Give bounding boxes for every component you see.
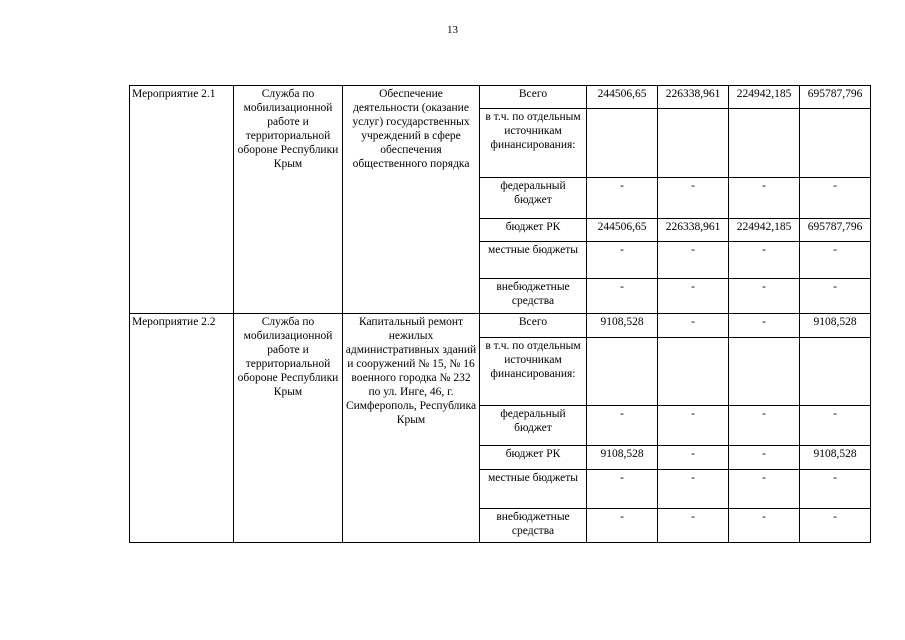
value-cell: - [587,178,658,219]
value-cell: - [800,470,871,509]
description-cell: Обеспечение деятельности (оказание услуг) государственных учреждений в сфере обеспечения общественного порядка [343,86,480,314]
source-including-label: в т.ч. по отдельным источникам финансирования: [480,338,587,406]
value-cell: - [729,470,800,509]
value-cell: - [658,314,729,338]
value-cell: 9108,528 [587,314,658,338]
value-cell: - [729,509,800,543]
value-cell [800,109,871,178]
value-cell: - [587,279,658,314]
budget-table [129,85,871,543]
source-total-label: Всего [480,86,587,109]
value-cell: - [800,178,871,219]
value-cell: - [800,406,871,446]
value-cell: - [729,279,800,314]
value-cell [729,109,800,178]
value-cell: - [729,406,800,446]
description-cell: Капитальный ремонт нежилых административных зданий и сооружений № 15, № 16 военного городка № 232 по ул. Инге, 46, г. Симферополь, Республика Крым [343,314,480,543]
value-cell: 224942,185 [729,219,800,242]
value-cell [658,338,729,406]
executor-cell: Служба по мобилизационной работе и территориальной обороне Республики Крым [234,314,343,543]
executor-cell: Служба по мобилизационной работе и территориальной обороне Республики Крым [234,86,343,314]
source-including-label: в т.ч. по отдельным источникам финансирования: [480,109,587,178]
value-cell: 695787,796 [800,86,871,109]
value-cell: 9108,528 [800,446,871,470]
value-cell: - [587,509,658,543]
event-name-cell: Мероприятие 2.2 [130,314,234,543]
value-cell: - [658,178,729,219]
value-cell: - [729,446,800,470]
value-cell: 226338,961 [658,219,729,242]
table-row [130,86,871,109]
value-cell: - [658,470,729,509]
value-cell: - [729,178,800,219]
value-cell: - [658,406,729,446]
source-rk-label: бюджет РК [480,446,587,470]
value-cell: 226338,961 [658,86,729,109]
value-cell: - [658,446,729,470]
value-cell: - [587,242,658,279]
source-offbudget-label: внебюджетные средства [480,279,587,314]
value-cell: - [800,279,871,314]
source-rk-label: бюджет РК [480,219,587,242]
value-cell: - [800,242,871,279]
value-cell: 244506,65 [587,219,658,242]
source-federal-label: федеральный бюджет [480,406,587,446]
page-number: 13 [447,24,458,36]
value-cell: - [729,242,800,279]
source-local-label: местные бюджеты [480,470,587,509]
source-local-label: местные бюджеты [480,242,587,279]
source-federal-label: федеральный бюджет [480,178,587,219]
value-cell: 244506,65 [587,86,658,109]
value-cell: 224942,185 [729,86,800,109]
value-cell: - [658,279,729,314]
value-cell: 695787,796 [800,219,871,242]
event-name-cell: Мероприятие 2.1 [130,86,234,314]
value-cell: - [800,509,871,543]
value-cell: - [658,242,729,279]
table-row [130,314,871,338]
value-cell: - [729,314,800,338]
source-total-label: Всего [480,314,587,338]
value-cell [800,338,871,406]
value-cell [587,109,658,178]
value-cell: 9108,528 [800,314,871,338]
value-cell: - [658,509,729,543]
source-offbudget-label: внебюджетные средства [480,509,587,543]
value-cell: 9108,528 [587,446,658,470]
value-cell: - [587,406,658,446]
value-cell: - [587,470,658,509]
value-cell [658,109,729,178]
value-cell [729,338,800,406]
value-cell [587,338,658,406]
